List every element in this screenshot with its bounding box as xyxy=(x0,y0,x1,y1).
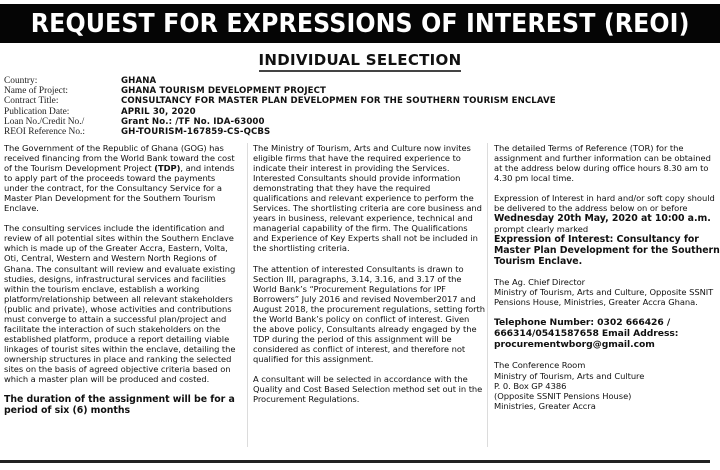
meta-label: Contract Title: xyxy=(4,96,59,107)
address-line: P. 0. Box GP 4386 xyxy=(494,380,567,391)
column-divider xyxy=(487,143,488,447)
deadline-paragraph xyxy=(494,193,720,267)
meta-value: GHANA TOURISM DEVELOPMENT PROJECT xyxy=(121,86,326,97)
column-divider xyxy=(247,143,248,447)
meta-value: GH-TOURISM-167859-CS-QCBS xyxy=(121,127,271,138)
conflict-of-interest-paragraph: The attention of interested Consultants is drawn to Section III, paragraphs, 3.14, 3.16, and 3.17 of the World Bank’s “Procurement Regulations for IPF Borrowers” July 2016 and revised November2017 and August 2018, the procurement regulations, setting forth the World Bank’s policy on conflict of interest. Given the above policy, Consultants already engaged by the TDP during the period of this assignment will be considered as conflict of interest, and therefore not qualified for this assignment. xyxy=(253,263,486,364)
text: prompt clearly marked xyxy=(494,224,589,235)
tor-paragraph: The detailed Terms of Reference (TOR) for the assignment and further information can be obtained at the address below during office hours 8.30 am to 4.30 pm local time. xyxy=(494,143,711,184)
project-acronym: (TDP) xyxy=(154,163,181,174)
meta-label: Name of Project: xyxy=(4,86,69,97)
address-line: Ministry of Tourism, Arts and Culture xyxy=(494,370,645,381)
page-title: REQUEST FOR EXPRESSIONS OF INTEREST (REOI) xyxy=(30,8,690,39)
meta-row-contract-title xyxy=(4,96,716,106)
bottom-rule xyxy=(0,460,710,463)
meta-label: REOI Reference No.: xyxy=(4,127,85,138)
meta-value: Grant No.: /TF No. IDA-63000 xyxy=(121,116,265,127)
meta-value: GHANA xyxy=(121,76,157,86)
meta-row-loan-number xyxy=(4,117,716,127)
project-metadata xyxy=(4,76,716,137)
submission-marking: Expression of Interest: Consultancy for Master Plan Development for the Southern Tourism Enclave. xyxy=(494,234,720,268)
text: , and intends to apply part of the proceeds toward the payments under the contract, for the Consultancy Service for a Master Plan Development for the Southern Tourism Enclave. xyxy=(4,163,235,214)
address-line: Ministries, Greater Accra xyxy=(494,400,596,411)
contact-address xyxy=(494,277,720,307)
subtitle xyxy=(0,50,720,72)
address-line: The Conference Room xyxy=(494,360,586,371)
text: The Government of the Republic of Ghana (GOG) has received financing from the World Bank toward the cost of the Tourism Development Project xyxy=(4,143,235,174)
phone-email: Telephone Number: 0302 666426 / 666314/0541587658 Email Address: procurementwborg@gmail.com xyxy=(494,317,679,351)
contact-title: The Ag. Chief Director xyxy=(494,277,586,288)
meta-value: CONSULTANCY FOR MASTER PLAN DEVELOPMEN FOR THE SOUTHERN TOURISM ENCLAVE xyxy=(121,96,556,107)
column-invitation xyxy=(253,143,485,414)
contact-ministry: Ministry of Tourism, Arts and Culture, Opposite SSNIT Pensions House, Ministries, Greater Accra Ghana. xyxy=(494,287,714,308)
invitation-paragraph: The Ministry of Tourism, Arts and Culture now invites eligible firms that have the required experience to indicate their interest in providing the Services. Interested Consultants should provide information demonstrating that they have the required qualifications and relevant experience to perform the Services. The shortlisting criteria are core business and years in business, relevant experience, technical and managerial capability of the firm. The Qualifications and Experience of Key Experts shall not be included in the shortlisting criteria. xyxy=(253,143,482,254)
column-financing xyxy=(4,143,240,426)
meta-label: Loan No./Credit No./ xyxy=(4,116,85,127)
meta-row-project xyxy=(4,86,716,96)
meta-label: Publication Date: xyxy=(4,106,70,117)
title-banner xyxy=(0,4,720,43)
body-columns xyxy=(0,143,720,459)
meta-label: Country: xyxy=(4,76,38,86)
address-line: (Opposite SSNIT Pensions House) xyxy=(494,390,632,401)
meta-row-country xyxy=(4,76,716,86)
financing-paragraph xyxy=(4,143,240,213)
meta-value: APRIL 30, 2020 xyxy=(121,106,196,117)
text: Expression of Interest in hard and/or soft copy should be delivered to the address below on or before xyxy=(494,193,715,214)
selection-type-heading: INDIVIDUAL SELECTION xyxy=(259,51,462,72)
meta-row-reference xyxy=(4,127,716,137)
column-submission xyxy=(494,143,720,421)
duration-statement: The duration of the assignment will be for a period of six (6) months xyxy=(4,394,235,417)
meta-row-publication-date xyxy=(4,107,716,117)
selection-method-paragraph: A consultant will be selected in accordance with the Quality and Cost Based Selection method set out in the Procurement Regulations. xyxy=(253,373,483,405)
services-paragraph: The consulting services include the identification and review of all potential sites within the Southern Enclave which is made up of the Greater Accra, Eastern, Volta, Oti, Central, Western and Western North Regions of Ghana. The consultant will review and evaluate existing studies, designs, infrastructural services and facilities within the tourism enclave, establish a working platform/relationship between all relevant stakeholders (public and private), whose activities and contributions must converge to attain a successful plan/project and facilitate the interaction of such stakeholders on the established platform, produce a report detailing viable linkages of tourist sites within the enclave, detailing the ownership structures in place and ranking the selected sites on the basis of agreed objective criteria based on which a master plan will be produced and costed. xyxy=(4,223,236,385)
deadline-date: Wednesday 20th May, 2020 at 10:00 a.m. xyxy=(494,213,711,225)
delivery-address xyxy=(494,360,720,410)
